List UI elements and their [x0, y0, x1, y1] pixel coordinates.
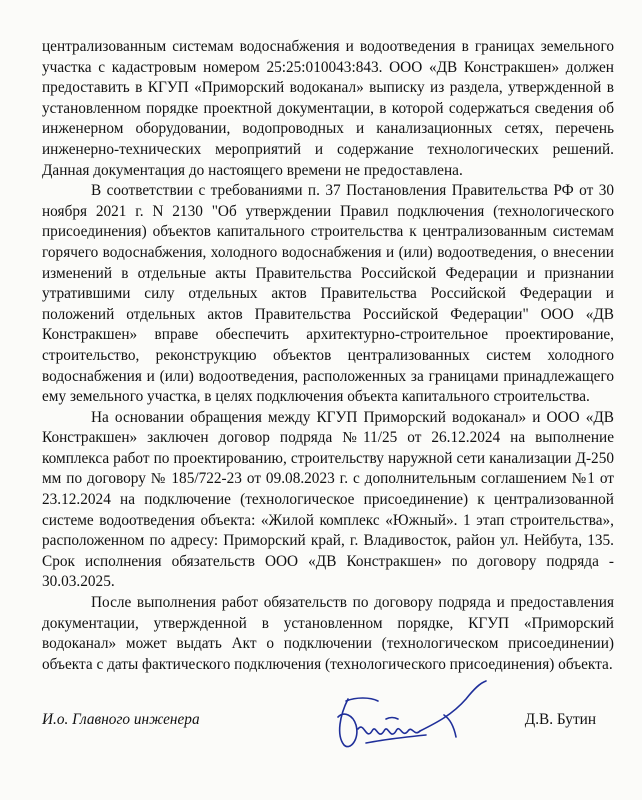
signatory-role: И.о. Главного инженера	[42, 711, 200, 728]
paragraph-contract: На основании обращения между КГУП Приморский водоканал» и ООО «ДВ Констракшен» заключен договор подряда №11/25 от 26.12.2024 на выполнение комплекса работ по проектированию, строительству наружной сети канализации Д-250 мм по договору № 185/722-23 от 09.08.2023 г. с дополнительным соглашением №1 от 23.12.2024 на подключение (технологическое присоединение) к централизованной системе водоотведения объекта: «Жилой комплекс «Южный». 1 этап строительства», расположенном по адресу: Приморский край, г. Владивосток, район ул. Нейбута, 135. Срок исполнения обязательств ООО «ДВ Констракшен» по договору подряда - 30.03.2025.	[42, 408, 614, 591]
signatory-name: Д.В. Бутин	[524, 711, 596, 728]
paragraph-conclusion: После выполнения работ обязательств по договору подряда и предоставления документации, утвержденной в установленном порядке, КГУП «Приморский водоканал» может выдать Акт о подключении (технологическом присоединении) объекта с даты фактического подключения (технологического присоединения) объекта.	[42, 594, 614, 673]
paragraph-legal-basis: В соответствии с требованиями п. 37 Постановления Правительства РФ от 30 ноября 2021 г. N 2130 "Об утверждении Правил подключения (технологического присоединения) объектов капитального строительства к централизованным системам горячего водоснабжения, холодного водоснабжения и (или) водоотведения, о внесении изменений в отдельные акты Правительства Российской Федерации и признании утратившими силу отдельных актов Правительства Российской Федерации и положений отдельных актов Правительства Российской Федерации" ООО «ДВ Констракшен» вправе обеспечить архитектурно-строительное проектирование, строительство, реконструкцию объектов централизованных систем холодного водоснабжения и (или) водоотведения, расположенных за границами принадлежащего ему земельного участка, в целях подключения объекта капитального строительства.	[42, 182, 614, 406]
document-body	[42, 37, 614, 675]
signature-block	[42, 707, 614, 777]
paragraph-continuation: централизованным системам водоснабжения и водоотведения в границах земельного участка с кадастровым номером 25:25:010043:843. ООО «ДВ Констракшен» должен предоставить в КГУП «Приморский водоканал» выписку из раздела, утвержденной в установленном порядке проектной документации, в которой содержаться сведения об инженерном оборудовании, водопроводных и канализационных сетях, перечень инженерно-технических мероприятий и содержание технологических решений. Данная документация до настоящего времени не предоставлена.	[42, 38, 614, 179]
handwritten-signature	[326, 679, 501, 761]
